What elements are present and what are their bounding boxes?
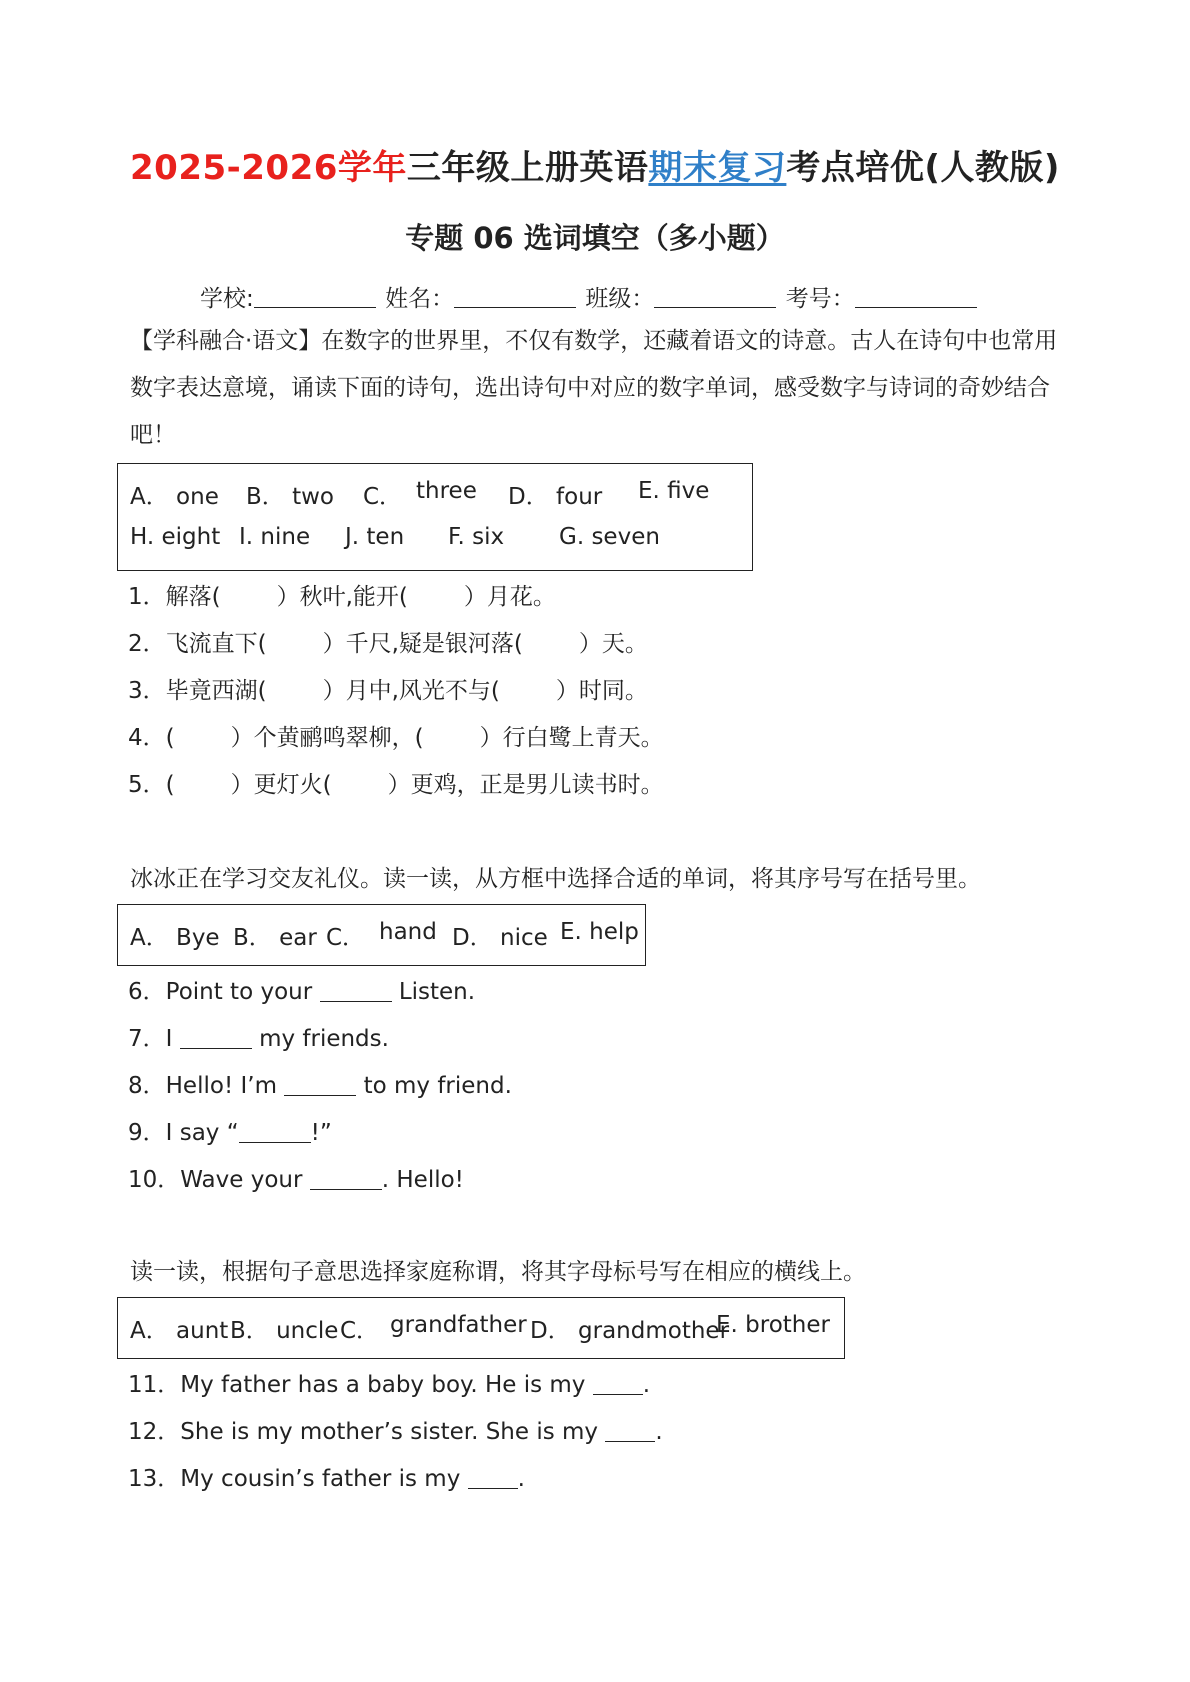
answer-blank[interactable] — [284, 1075, 356, 1096]
question-text: 飞流直下( — [165, 631, 267, 657]
section3-intro: 读一读，根据句子意思选择家庭称谓，将其字母标号写在相应的横线上。 — [130, 1259, 866, 1285]
question-text: Wave your — [180, 1167, 303, 1193]
question-7 — [128, 1020, 389, 1053]
section2-word-box — [117, 904, 646, 966]
question-text: ）更灯火( — [230, 772, 332, 798]
word-box-row — [118, 514, 752, 560]
question-number: 1． — [128, 584, 166, 610]
question-text: ）月花。 — [463, 584, 556, 610]
question-8 — [128, 1067, 512, 1100]
question-10 — [128, 1161, 464, 1194]
question-number: 4． — [128, 725, 166, 751]
word-box-row — [118, 909, 645, 955]
question-text: . Hello! — [381, 1167, 464, 1193]
question-12 — [128, 1413, 663, 1446]
question-text: . — [655, 1419, 663, 1445]
option-a-one: A． one — [130, 484, 219, 510]
answer-blank[interactable] — [239, 1122, 311, 1143]
option-c-label: C． — [340, 1318, 380, 1344]
question-text: She is my mother’s sister. She is my — [180, 1419, 599, 1445]
school-blank[interactable] — [254, 285, 376, 308]
question-text: Hello! I’m — [165, 1073, 277, 1099]
option-i-nine: I. nine — [239, 524, 311, 550]
question-11 — [128, 1366, 650, 1399]
option-c-grandfather: grandfather — [390, 1312, 527, 1338]
question-text: My cousin’s father is my — [180, 1466, 461, 1492]
option-c-three: three — [416, 478, 477, 504]
title-year: 2025-2026学年 — [130, 148, 407, 188]
question-1 — [128, 578, 556, 611]
question-number: 8． — [128, 1073, 166, 1099]
option-b-two: B． two — [246, 484, 334, 510]
class-blank[interactable] — [654, 285, 776, 308]
title-review-link[interactable]: 期末复习 — [648, 148, 787, 188]
answer-blank[interactable] — [468, 1468, 518, 1489]
question-text: my friends. — [259, 1026, 389, 1052]
question-text: ）行白鹭上青天。 — [479, 725, 664, 751]
question-text: I say “ — [165, 1120, 239, 1146]
question-number: 12． — [128, 1419, 181, 1445]
section1-word-box — [117, 463, 753, 571]
question-text: I — [165, 1026, 173, 1052]
question-number: 13． — [128, 1466, 181, 1492]
question-text: My father has a baby boy. He is my — [180, 1372, 586, 1398]
answer-blank[interactable] — [320, 981, 392, 1002]
option-e-five: E. five — [638, 478, 710, 504]
option-c-hand: hand — [379, 919, 437, 945]
page-subtitle: 专题 06 选词填空（多小题） — [405, 221, 785, 255]
question-text: !” — [310, 1120, 332, 1146]
question-number: 9． — [128, 1120, 166, 1146]
question-number: 10． — [128, 1167, 181, 1193]
option-c-label: C． — [363, 484, 403, 510]
question-6 — [128, 973, 475, 1006]
question-2 — [128, 625, 648, 658]
question-text: ）更鸡，正是男儿读书时。 — [387, 772, 664, 798]
option-f-six: F. six — [448, 524, 505, 550]
number-blank[interactable] — [855, 285, 977, 308]
answer-blank[interactable] — [593, 1374, 643, 1395]
question-text: ）月中,风光不与( — [322, 678, 500, 704]
question-number: 2． — [128, 631, 166, 657]
question-text: to my friend. — [363, 1073, 512, 1099]
question-text: ）天。 — [578, 631, 648, 657]
number-label: 考号： — [785, 286, 855, 312]
question-text: ）秋叶,能开( — [276, 584, 408, 610]
word-box-row — [118, 468, 752, 514]
option-d-grandmother: D． grandmother — [530, 1318, 730, 1344]
question-13 — [128, 1460, 525, 1493]
section2-intro: 冰冰正在学习交友礼仪。读一读，从方框中选择合适的单词，将其序号写在括号里。 — [130, 866, 981, 892]
option-c-label: C． — [326, 925, 366, 951]
option-e-brother: E. brother — [716, 1312, 830, 1338]
question-number: 6． — [128, 979, 166, 1005]
section1-intro: 【学科融合·语文】在数字的世界里，不仅有数学，还藏着语文的诗意。古人在诗句中也常用数字表达意境，诵读下面的诗句，选出诗句中对应的数字单词，感受数字与诗词的奇妙结合吧！ — [130, 328, 1058, 448]
student-info-line — [200, 280, 979, 313]
question-3 — [128, 672, 648, 705]
option-h-eight: H. eight — [130, 524, 221, 550]
option-a-bye: A． Bye — [130, 925, 220, 951]
option-g-seven: G. seven — [559, 524, 660, 550]
answer-blank[interactable] — [310, 1169, 382, 1190]
word-box-row — [118, 1302, 844, 1348]
question-text: . — [517, 1466, 525, 1492]
option-d-nice: D． nice — [452, 925, 548, 951]
question-4 — [128, 719, 664, 752]
page-title — [0, 140, 1190, 189]
name-blank[interactable] — [454, 285, 576, 308]
option-b-ear: B． ear — [233, 925, 317, 951]
title-grade: 三年级上册英语 — [406, 148, 649, 188]
question-text: ）千尺,疑是银河落( — [322, 631, 523, 657]
question-text: 毕竟西湖( — [165, 678, 267, 704]
school-label: 学校: — [200, 286, 254, 312]
question-text: ( — [165, 772, 175, 798]
answer-blank[interactable] — [180, 1028, 252, 1049]
question-number: 5． — [128, 772, 166, 798]
question-9 — [128, 1114, 332, 1147]
question-text: Listen. — [398, 979, 476, 1005]
question-number: 11． — [128, 1372, 181, 1398]
class-label: 班级： — [585, 286, 655, 312]
question-text: 解落( — [165, 584, 221, 610]
question-text: ( — [165, 725, 175, 751]
title-suffix: 考点培优(人教版) — [786, 148, 1060, 188]
question-text: ）时同。 — [555, 678, 648, 704]
name-label: 姓名： — [385, 286, 455, 312]
question-text: . — [642, 1372, 651, 1398]
question-number: 3． — [128, 678, 166, 704]
question-5 — [128, 766, 664, 799]
option-b-uncle: B． uncle — [230, 1318, 339, 1344]
option-a-aunt: A． aunt — [130, 1318, 229, 1344]
question-text: Point to your — [165, 979, 313, 1005]
option-j-ten: J. ten — [345, 524, 405, 550]
option-e-help: E. help — [560, 919, 639, 945]
question-text: ）个黄鹂鸣翠柳，( — [230, 725, 424, 751]
answer-blank[interactable] — [605, 1421, 655, 1442]
option-d-four: D． four — [508, 484, 603, 510]
question-number: 7． — [128, 1026, 166, 1052]
section3-word-box — [117, 1297, 845, 1359]
